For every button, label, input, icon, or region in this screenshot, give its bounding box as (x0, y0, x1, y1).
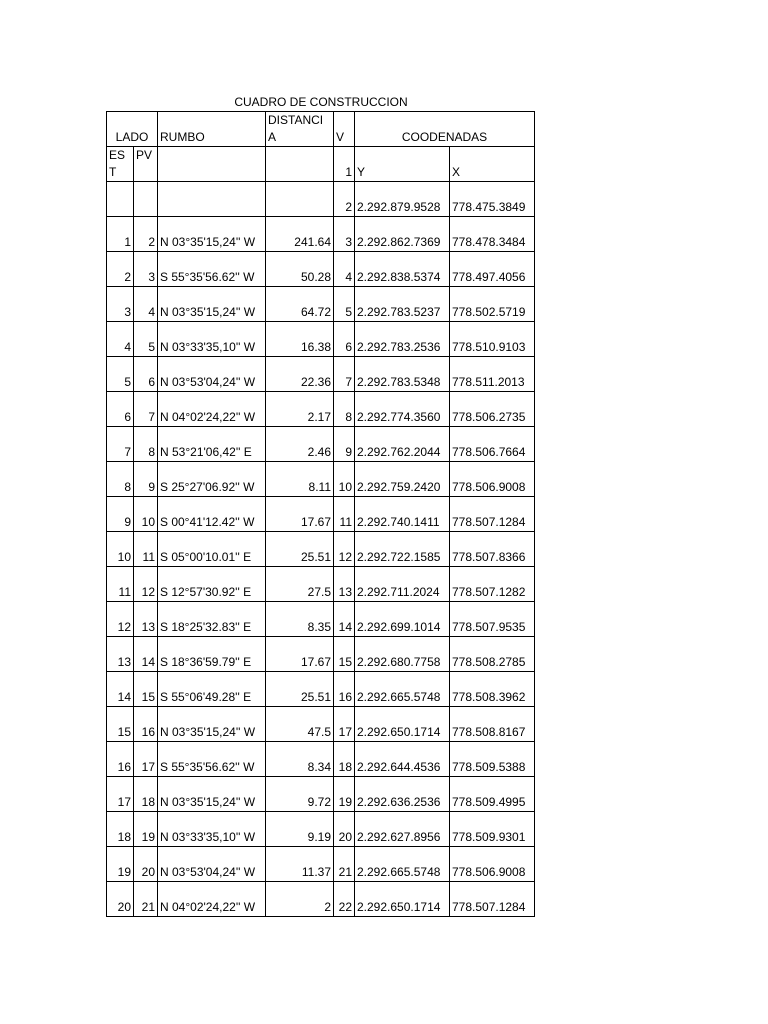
cell-y: 2.292.665.5748 (355, 672, 450, 707)
cell-est: 4 (107, 322, 134, 357)
cell-x: 778.507.1282 (450, 567, 535, 602)
cell-rumbo: S 25°27'06.92'' W (158, 462, 266, 497)
cell-y: 2.292.636.2536 (355, 777, 450, 812)
cell-y: 2.292.862.7369 (355, 217, 450, 252)
cell-vertex: 3 (334, 217, 355, 252)
table-row (107, 532, 535, 567)
cell-distancia: 8.11 (266, 462, 334, 497)
cell-distancia: 8.35 (266, 602, 334, 637)
cell-distancia: 50.28 (266, 252, 334, 287)
cell-pv: 6 (134, 357, 158, 392)
cell-y: 2.292.680.7758 (355, 637, 450, 672)
cell-pv: 2 (134, 217, 158, 252)
cell-x: 778.507.1284 (450, 497, 535, 532)
cell-rumbo: N 03°35'15,24'' W (158, 777, 266, 812)
cell-distancia: 8.34 (266, 742, 334, 777)
header-y: Y (355, 147, 450, 182)
table-row (107, 672, 535, 707)
cell-distancia: 9.72 (266, 777, 334, 812)
cell-pv: 11 (134, 532, 158, 567)
table-row (107, 567, 535, 602)
cell-distancia: 27.5 (266, 567, 334, 602)
cell-x: 778.511.2013 (450, 357, 535, 392)
cell-est: 13 (107, 637, 134, 672)
cell-distancia: 2 (266, 882, 334, 917)
cell-vertex: 13 (334, 567, 355, 602)
cell-x: 778.508.8167 (450, 707, 535, 742)
cell-pv (134, 182, 158, 217)
header-pv: PV (134, 147, 158, 182)
cell-rumbo: N 04°02'24,22'' W (158, 882, 266, 917)
cell-vertex: 15 (334, 637, 355, 672)
cell-x: 778.506.9008 (450, 847, 535, 882)
cell-rumbo: S 55°35'56.62'' W (158, 252, 266, 287)
cell-pv: 10 (134, 497, 158, 532)
cell-distancia: 25.51 (266, 672, 334, 707)
cell-distancia: 64.72 (266, 287, 334, 322)
table-row (107, 462, 535, 497)
cell-distancia: 9.19 (266, 812, 334, 847)
cell-distancia: 17.67 (266, 497, 334, 532)
cell-x: 778.506.9008 (450, 462, 535, 497)
cell-pv: 3 (134, 252, 158, 287)
cell-y: 2.292.665.5748 (355, 847, 450, 882)
header-coordenadas: COODENADAS (355, 112, 535, 147)
cell-rumbo: S 00°41'12.42'' W (158, 497, 266, 532)
cell-est: 14 (107, 672, 134, 707)
cell-vertex: 9 (334, 427, 355, 462)
cell-y: 2.292.879.9528 (355, 182, 450, 217)
cell-pv: 9 (134, 462, 158, 497)
construction-table (106, 111, 535, 917)
cell-x: 778.475.3849 (450, 182, 535, 217)
cell-distancia: 16.38 (266, 322, 334, 357)
cell-pv: 12 (134, 567, 158, 602)
cell-est: 3 (107, 287, 134, 322)
cell-est: 5 (107, 357, 134, 392)
header-rumbo: RUMBO (158, 112, 266, 147)
cell-pv: 8 (134, 427, 158, 462)
cell-vertex: 11 (334, 497, 355, 532)
cell-x: 778.506.2735 (450, 392, 535, 427)
cell-est: 10 (107, 532, 134, 567)
cell-y: 2.292.759.2420 (355, 462, 450, 497)
table-row (107, 392, 535, 427)
cell-rumbo: S 18°36'59.79'' E (158, 637, 266, 672)
table-row (107, 777, 535, 812)
cell-rumbo: N 03°33'35,10'' W (158, 812, 266, 847)
cell-x: 778.507.1284 (450, 882, 535, 917)
cell-est: 16 (107, 742, 134, 777)
header-empty (266, 147, 334, 182)
cell-vertex: 2 (334, 182, 355, 217)
table-row (107, 217, 535, 252)
cell-pv: 18 (134, 777, 158, 812)
cell-est: 9 (107, 497, 134, 532)
cell-y: 2.292.650.1714 (355, 707, 450, 742)
table-row (107, 357, 535, 392)
table-row (107, 742, 535, 777)
cell-vertex: 6 (334, 322, 355, 357)
cell-x: 778.478.3484 (450, 217, 535, 252)
cell-y: 2.292.762.2044 (355, 427, 450, 462)
table-row (107, 182, 535, 217)
cell-vertex: 14 (334, 602, 355, 637)
cell-vertex: 17 (334, 707, 355, 742)
cell-vertex: 22 (334, 882, 355, 917)
cell-distancia: 47.5 (266, 707, 334, 742)
table-title: CUADRO DE CONSTRUCCION (234, 95, 408, 109)
cell-y: 2.292.722.1585 (355, 532, 450, 567)
cell-vertex: 18 (334, 742, 355, 777)
cell-est (107, 182, 134, 217)
header-distancia: DISTANCIA (266, 112, 334, 147)
cell-distancia: 241.64 (266, 217, 334, 252)
header-row (107, 112, 535, 147)
cell-pv: 5 (134, 322, 158, 357)
cell-est: 18 (107, 812, 134, 847)
cell-vertex: 7 (334, 357, 355, 392)
cell-x: 778.509.5388 (450, 742, 535, 777)
table-row (107, 602, 535, 637)
cell-pv: 15 (134, 672, 158, 707)
cell-rumbo (158, 182, 266, 217)
table-row (107, 637, 535, 672)
cell-y: 2.292.650.1714 (355, 882, 450, 917)
cell-rumbo: S 12°57'30.92'' E (158, 567, 266, 602)
cell-x: 778.507.9535 (450, 602, 535, 637)
cell-rumbo: N 03°53'04,24'' W (158, 847, 266, 882)
cell-x: 778.509.4995 (450, 777, 535, 812)
cell-vertex: 21 (334, 847, 355, 882)
cell-est: 8 (107, 462, 134, 497)
cell-distancia: 17.67 (266, 637, 334, 672)
cell-rumbo: S 05°00'10.01'' E (158, 532, 266, 567)
cell-y: 2.292.838.5374 (355, 252, 450, 287)
cell-distancia: 22.36 (266, 357, 334, 392)
cell-y: 2.292.711.2024 (355, 567, 450, 602)
cell-x: 778.502.5719 (450, 287, 535, 322)
cell-est: 20 (107, 882, 134, 917)
cell-x: 778.510.9103 (450, 322, 535, 357)
cell-rumbo: S 18°25'32.83'' E (158, 602, 266, 637)
cell-est: 11 (107, 567, 134, 602)
header-x: X (450, 147, 535, 182)
table-row (107, 287, 535, 322)
cell-pv: 16 (134, 707, 158, 742)
cell-rumbo: S 55°35'56.62'' W (158, 742, 266, 777)
cell-vertex: 4 (334, 252, 355, 287)
cell-est: 7 (107, 427, 134, 462)
cell-x: 778.509.9301 (450, 812, 535, 847)
cell-distancia (266, 182, 334, 217)
cell-rumbo: N 03°35'15,24'' W (158, 217, 266, 252)
cell-x: 778.507.8366 (450, 532, 535, 567)
cell-vertex: 16 (334, 672, 355, 707)
cell-x: 778.508.2785 (450, 637, 535, 672)
cell-y: 2.292.783.5348 (355, 357, 450, 392)
cell-vertex: 12 (334, 532, 355, 567)
table-row (107, 882, 535, 917)
table-row (107, 427, 535, 462)
table-row (107, 497, 535, 532)
cell-est: 15 (107, 707, 134, 742)
cell-y: 2.292.699.1014 (355, 602, 450, 637)
cell-x: 778.506.7664 (450, 427, 535, 462)
cell-distancia: 2.17 (266, 392, 334, 427)
cell-rumbo: N 03°33'35,10'' W (158, 322, 266, 357)
cell-vertex: 20 (334, 812, 355, 847)
table-row (107, 252, 535, 287)
first-vertex: 1 (334, 147, 355, 182)
header-lado: LADO (107, 112, 158, 147)
cell-est: 12 (107, 602, 134, 637)
cell-rumbo: S 55°06'49.28'' E (158, 672, 266, 707)
table-row (107, 707, 535, 742)
cell-distancia: 11.37 (266, 847, 334, 882)
table-row (107, 322, 535, 357)
cell-est: 6 (107, 392, 134, 427)
cell-rumbo: N 03°35'15,24'' W (158, 287, 266, 322)
cell-x: 778.497.4056 (450, 252, 535, 287)
cell-rumbo: N 03°35'15,24'' W (158, 707, 266, 742)
cell-rumbo: N 53°21'06,42'' E (158, 427, 266, 462)
cell-est: 19 (107, 847, 134, 882)
header-v: V (334, 112, 355, 147)
cell-y: 2.292.783.5237 (355, 287, 450, 322)
table-row (107, 812, 535, 847)
cell-vertex: 5 (334, 287, 355, 322)
cell-y: 2.292.627.8956 (355, 812, 450, 847)
cell-est: 1 (107, 217, 134, 252)
cell-distancia: 2.46 (266, 427, 334, 462)
cell-pv: 17 (134, 742, 158, 777)
cell-y: 2.292.740.1411 (355, 497, 450, 532)
cell-rumbo: N 04°02'24,22'' W (158, 392, 266, 427)
cell-y: 2.292.644.4536 (355, 742, 450, 777)
cell-y: 2.292.783.2536 (355, 322, 450, 357)
cell-pv: 13 (134, 602, 158, 637)
cell-distancia: 25.51 (266, 532, 334, 567)
cell-rumbo: N 03°53'04,24'' W (158, 357, 266, 392)
cell-pv: 7 (134, 392, 158, 427)
cell-pv: 4 (134, 287, 158, 322)
cell-est: 17 (107, 777, 134, 812)
cell-pv: 20 (134, 847, 158, 882)
cell-vertex: 8 (334, 392, 355, 427)
cell-pv: 19 (134, 812, 158, 847)
cell-pv: 21 (134, 882, 158, 917)
cell-x: 778.508.3962 (450, 672, 535, 707)
table-row (107, 847, 535, 882)
cell-pv: 14 (134, 637, 158, 672)
cell-est: 2 (107, 252, 134, 287)
cell-y: 2.292.774.3560 (355, 392, 450, 427)
cell-vertex: 19 (334, 777, 355, 812)
header-empty (158, 147, 266, 182)
header-est: EST (107, 147, 134, 182)
subheader-row (107, 147, 535, 182)
cell-vertex: 10 (334, 462, 355, 497)
